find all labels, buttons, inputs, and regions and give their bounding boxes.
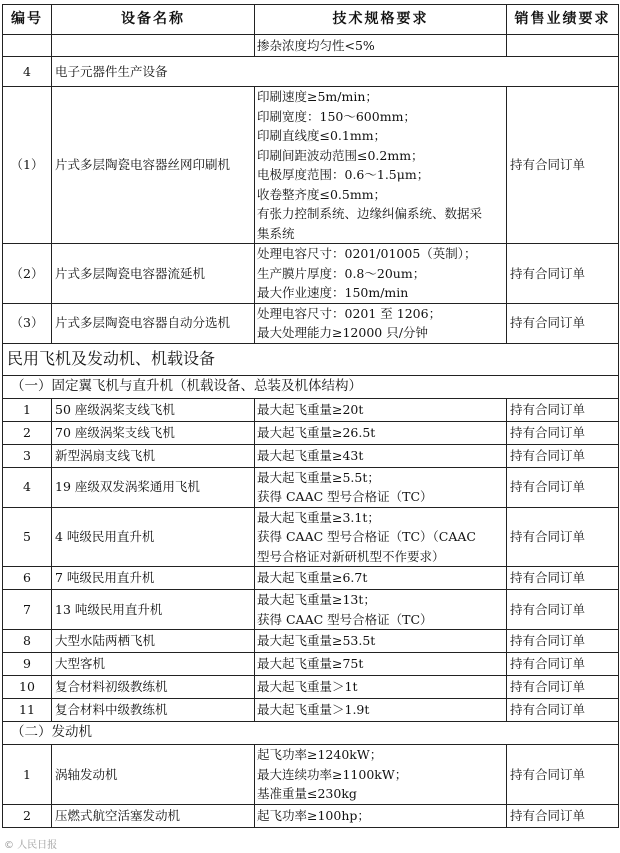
spec-cell xyxy=(255,244,507,304)
table-body-engine xyxy=(3,745,619,828)
spec-cell xyxy=(255,745,507,805)
spec-line: 最大起飞重量＞1.9t xyxy=(257,702,370,718)
spec-line: 最大起飞重量≥13t； xyxy=(257,592,376,607)
sales-requirement: 持有合同订单 xyxy=(507,630,619,653)
spec-cell xyxy=(255,398,507,421)
row-number: 3 xyxy=(3,444,52,467)
sales-requirement: 持有合同订单 xyxy=(507,244,619,304)
spec-cell xyxy=(255,567,507,590)
spec-cell xyxy=(255,421,507,444)
spec-line: 获得 CAAC 型号合格证（TC）（CAAC xyxy=(257,529,476,544)
sales-requirement: 持有合同订单 xyxy=(507,804,619,827)
spec-line: 有张力控制系统、边缘纠偏系统、数据采 xyxy=(257,206,483,221)
spec-cell xyxy=(255,303,507,343)
sales-requirement: 持有合同订单 xyxy=(507,507,619,567)
header-num: 编号 xyxy=(3,5,52,35)
table-row xyxy=(3,567,619,590)
sales-requirement xyxy=(507,35,619,57)
sales-requirement: 持有合同订单 xyxy=(507,653,619,676)
sales-requirement: 持有合同订单 xyxy=(507,699,619,722)
sales-requirement: 持有合同订单 xyxy=(507,303,619,343)
row-number: （3） xyxy=(3,303,52,343)
spec-cell xyxy=(255,35,507,57)
sales-requirement: 持有合同订单 xyxy=(507,590,619,630)
equipment-name: 7 吨级民用直升机 xyxy=(52,567,255,590)
sales-requirement: 持有合同订单 xyxy=(507,398,619,421)
equipment-name: 涡轴发动机 xyxy=(52,745,255,805)
section-aviation xyxy=(3,343,619,398)
equipment-name: 13 吨级民用直升机 xyxy=(52,590,255,630)
spec-line: 收卷整齐度≤0.5mm； xyxy=(257,186,387,202)
spec-line: 最大连续功率≥1100kW； xyxy=(257,766,408,782)
table-row xyxy=(3,87,619,244)
equipment-name xyxy=(52,35,255,57)
section-row xyxy=(3,343,619,375)
table-row xyxy=(3,398,619,421)
subsection-title-aircraft: （一）固定翼飞机与直升机（机载设备、总装及机体结构） xyxy=(3,375,619,398)
spec-line: 型号合格证对新研机型不作要求） xyxy=(257,548,445,564)
spec-line: 印刷间距波动范围≤0.2mm； xyxy=(257,147,424,163)
row-number: 11 xyxy=(3,699,52,722)
spec-line: 处理电容尺寸：0201/01005（英制）； xyxy=(257,246,477,261)
sales-requirement: 持有合同订单 xyxy=(507,421,619,444)
spec-line: 印刷速度≥5m/min； xyxy=(257,89,378,104)
spec-line: 获得 CAAC 型号合格证（TC） xyxy=(257,611,433,627)
table-row xyxy=(3,745,619,805)
spec-line: 最大处理能力≥12000 只/分钟 xyxy=(257,325,428,340)
spec-line: 最大作业速度：150m/min xyxy=(257,285,409,300)
equipment-category: 电子元器件生产设备 xyxy=(52,57,619,87)
table-row xyxy=(3,630,619,653)
spec-cell xyxy=(255,804,507,827)
table-row xyxy=(3,590,619,630)
spec-cell xyxy=(255,699,507,722)
equipment-name: 50 座级涡桨支线飞机 xyxy=(52,398,255,421)
spec-line: 电极厚度范围：0.6～1.5μm； xyxy=(257,167,430,182)
equipment-table xyxy=(2,4,619,828)
table-row xyxy=(3,421,619,444)
spec-line: 起飞功率≥100hp； xyxy=(257,807,370,823)
row-number: 5 xyxy=(3,507,52,567)
equipment-name: 大型客机 xyxy=(52,653,255,676)
spec-cell xyxy=(255,87,507,244)
spec-line: 集系统 xyxy=(257,225,295,241)
equipment-name: 复合材料初级教练机 xyxy=(52,676,255,699)
equipment-name: 4 吨级民用直升机 xyxy=(52,507,255,567)
row-number: 1 xyxy=(3,745,52,805)
header-name: 设备名称 xyxy=(52,5,255,35)
spec-line: 掺杂浓度均匀性<5% xyxy=(257,37,375,53)
row-number: （2） xyxy=(3,244,52,304)
sales-requirement: 持有合同订单 xyxy=(507,676,619,699)
spec-line: 起飞功率≥1240kW； xyxy=(257,747,383,762)
row-number: 1 xyxy=(3,398,52,421)
spec-line: 最大起飞重量≥53.5t xyxy=(257,633,376,649)
spec-line: 最大起飞重量≥6.7t xyxy=(257,570,368,586)
row-number: 7 xyxy=(3,590,52,630)
equipment-name: 70 座级涡桨支线飞机 xyxy=(52,421,255,444)
subsection-engine xyxy=(3,722,619,745)
table-row xyxy=(3,676,619,699)
equipment-name: 片式多层陶瓷电容器流延机 xyxy=(52,244,255,304)
spec-line: 最大起飞重量≥75t xyxy=(257,656,364,672)
row-number: 4 xyxy=(3,467,52,507)
table-row xyxy=(3,57,619,87)
table-row xyxy=(3,653,619,676)
table-row xyxy=(3,699,619,722)
row-number: 2 xyxy=(3,804,52,827)
table-row xyxy=(3,444,619,467)
table-body-electronics xyxy=(3,35,619,344)
row-number: 10 xyxy=(3,676,52,699)
spec-line: 印刷直线度≤0.1mm； xyxy=(257,128,387,143)
table-row xyxy=(3,507,619,567)
header-sales: 销售业绩要求 xyxy=(507,5,619,35)
spec-line: 最大起飞重量≥3.1t； xyxy=(257,509,380,525)
spec-cell xyxy=(255,444,507,467)
table-row xyxy=(3,35,619,57)
sales-requirement: 持有合同订单 xyxy=(507,567,619,590)
spec-cell xyxy=(255,676,507,699)
spec-cell xyxy=(255,507,507,567)
subsection-row-2 xyxy=(3,722,619,745)
row-number: 9 xyxy=(3,653,52,676)
spec-cell xyxy=(255,653,507,676)
subsection-row-1 xyxy=(3,375,619,398)
watermark: © 人民日报 xyxy=(4,840,58,851)
table-body-aircraft xyxy=(3,398,619,722)
equipment-name: 19 座级双发涡桨通用飞机 xyxy=(52,467,255,507)
equipment-name: 新型涡扇支线飞机 xyxy=(52,444,255,467)
equipment-name: 压燃式航空活塞发动机 xyxy=(52,804,255,827)
spec-line: 最大起飞重量≥26.5t xyxy=(257,424,376,440)
sales-requirement: 持有合同订单 xyxy=(507,444,619,467)
equipment-name: 复合材料中级教练机 xyxy=(52,699,255,722)
sales-requirement: 持有合同订单 xyxy=(507,87,619,244)
spec-line: 印刷宽度：150～600mm； xyxy=(257,108,416,124)
row-number: 2 xyxy=(3,421,52,444)
spec-line: 最大起飞重量≥5.5t； xyxy=(257,469,380,485)
subsection-title-engine: （二）发动机 xyxy=(3,722,619,745)
spec-line: 获得 CAAC 型号合格证（TC） xyxy=(257,489,433,504)
row-number: 4 xyxy=(3,57,52,87)
spec-line: 生产膜片厚度：0.8～20um； xyxy=(257,265,426,281)
sales-requirement: 持有合同订单 xyxy=(507,467,619,507)
spec-line: 处理电容尺寸：0201 至 1206； xyxy=(257,305,442,321)
spec-line: 基准重量≤230kg xyxy=(257,786,357,801)
table-row xyxy=(3,804,619,827)
table-row xyxy=(3,303,619,343)
sales-requirement: 持有合同订单 xyxy=(507,745,619,805)
header-spec: 技术规格要求 xyxy=(255,5,507,35)
header-row xyxy=(3,5,619,35)
spec-line: 最大起飞重量＞1t xyxy=(257,679,358,695)
equipment-name: 大型水陆两栖飞机 xyxy=(52,630,255,653)
equipment-name: 片式多层陶瓷电容器自动分选机 xyxy=(52,303,255,343)
spec-cell xyxy=(255,467,507,507)
row-number: 8 xyxy=(3,630,52,653)
spec-line: 最大起飞重量≥43t xyxy=(257,447,364,463)
spec-cell xyxy=(255,630,507,653)
table-row xyxy=(3,244,619,304)
section-title: 民用飞机及发动机、机载设备 xyxy=(3,343,619,375)
row-number: 6 xyxy=(3,567,52,590)
spec-line: 最大起飞重量≥20t xyxy=(257,401,364,417)
row-number xyxy=(3,35,52,57)
spec-cell xyxy=(255,590,507,630)
equipment-name: 片式多层陶瓷电容器丝网印刷机 xyxy=(52,87,255,244)
table-row xyxy=(3,467,619,507)
row-number: （1） xyxy=(3,87,52,244)
